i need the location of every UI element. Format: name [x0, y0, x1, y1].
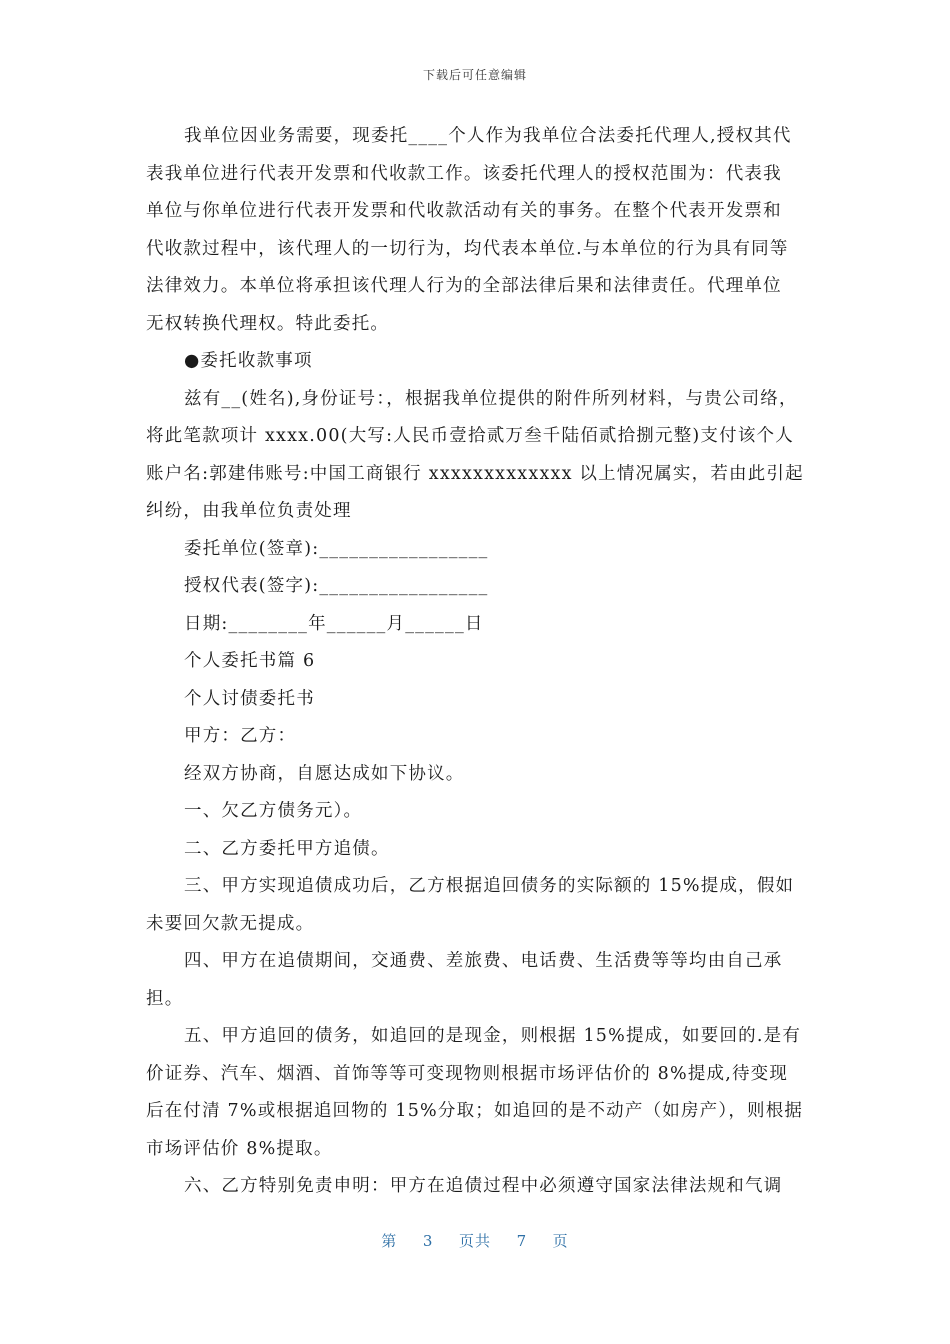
text-line: 无权转换代理权。特此委托。: [146, 313, 390, 334]
clause-4: 四、甲方在追债期间，交通费、差旅费、电话费、生活费等等均由自己承: [184, 951, 783, 971]
text-line: 单位与你单位进行代表开发票和代收款活动有关的事务。在整个代表开发票和: [146, 201, 782, 221]
date-line: 日期:________年______月______日: [184, 613, 484, 634]
text-line: 账户名:郭建伟账号:中国工商银行 xxxxxxxxxxxxx 以上情况属实，若由此引起: [146, 463, 804, 484]
text-line: 担。: [146, 988, 184, 1009]
clause-3: 三、甲方实现追债成功后，乙方根据追回债务的实际额的 15%提成，假如: [184, 876, 795, 896]
document-title: 个人讨债委托书: [184, 688, 315, 709]
text-line: 法律效力。本单位将承担该代理人行为的全部法律后果和法律责任。代理单位: [146, 276, 782, 296]
text-line: 纠纷，由我单位负责处理: [146, 501, 352, 521]
footer-prefix: 第: [381, 1232, 398, 1250]
signature-line-unit: 委托单位(签章):_________________: [184, 538, 489, 559]
text-line: 未要回欠款无提成。: [146, 913, 315, 934]
text-line: 后在付清 7%或根据追回物的 15%分取；如追回的是不动产（如房产），则根据: [146, 1101, 804, 1121]
text-line: 经双方协商，自愿达成如下协议。: [184, 763, 465, 784]
signature-line-representative: 授权代表(签字):_________________: [184, 576, 489, 596]
clause-2: 二、乙方委托甲方追债。: [184, 838, 390, 859]
section-heading: ●委托收款事项: [184, 351, 313, 371]
text-line: 代收款过程中，该代理人的一切行为，均代表本单位.与本单位的行为具有同等: [146, 238, 789, 259]
page-header: 下载后可任意编辑: [422, 68, 527, 82]
page-footer: [0, 1230, 950, 1251]
text-line: 兹有__(姓名),身份证号：，根据我单位提供的附件所列材料，与贵公司络，: [184, 388, 798, 409]
clause-1: 一、欠乙方债务元）。: [184, 801, 363, 821]
total-pages-number: 7: [516, 1232, 528, 1250]
parties-line: 甲方：乙方：: [184, 726, 297, 746]
current-page-number: 3: [422, 1232, 434, 1250]
clause-5: 五、甲方追回的债务，如追回的是现金，则根据 15%提成，如要回的.是有: [184, 1026, 802, 1046]
text-line: 价证券、汽车、烟酒、首饰等等可变现物则根据市场评估价的 8%提成,待变现: [146, 1063, 789, 1084]
document-body: [146, 118, 816, 1206]
clause-6: 六、乙方特别免责申明：甲方在追债过程中必须遵守国家法律法规和气调: [184, 1176, 783, 1196]
text-line: 表我单位进行代表开发票和代收款工作。该委托代理人的授权范围为：代表我: [146, 163, 782, 184]
text-line: 市场评估价 8%提取。: [146, 1138, 333, 1159]
section-title: 个人委托书篇 6: [184, 651, 316, 671]
footer-middle: 页共: [458, 1232, 491, 1250]
footer-suffix: 页: [552, 1232, 569, 1250]
text-line: 将此笔款项计 xxxx.00(大写:人民币壹拾贰万叁千陆佰贰拾捌元整)支付该个人: [146, 426, 794, 446]
text-line: 我单位因业务需要，现委托____个人作为我单位合法委托代理人,授权其代: [184, 126, 792, 146]
